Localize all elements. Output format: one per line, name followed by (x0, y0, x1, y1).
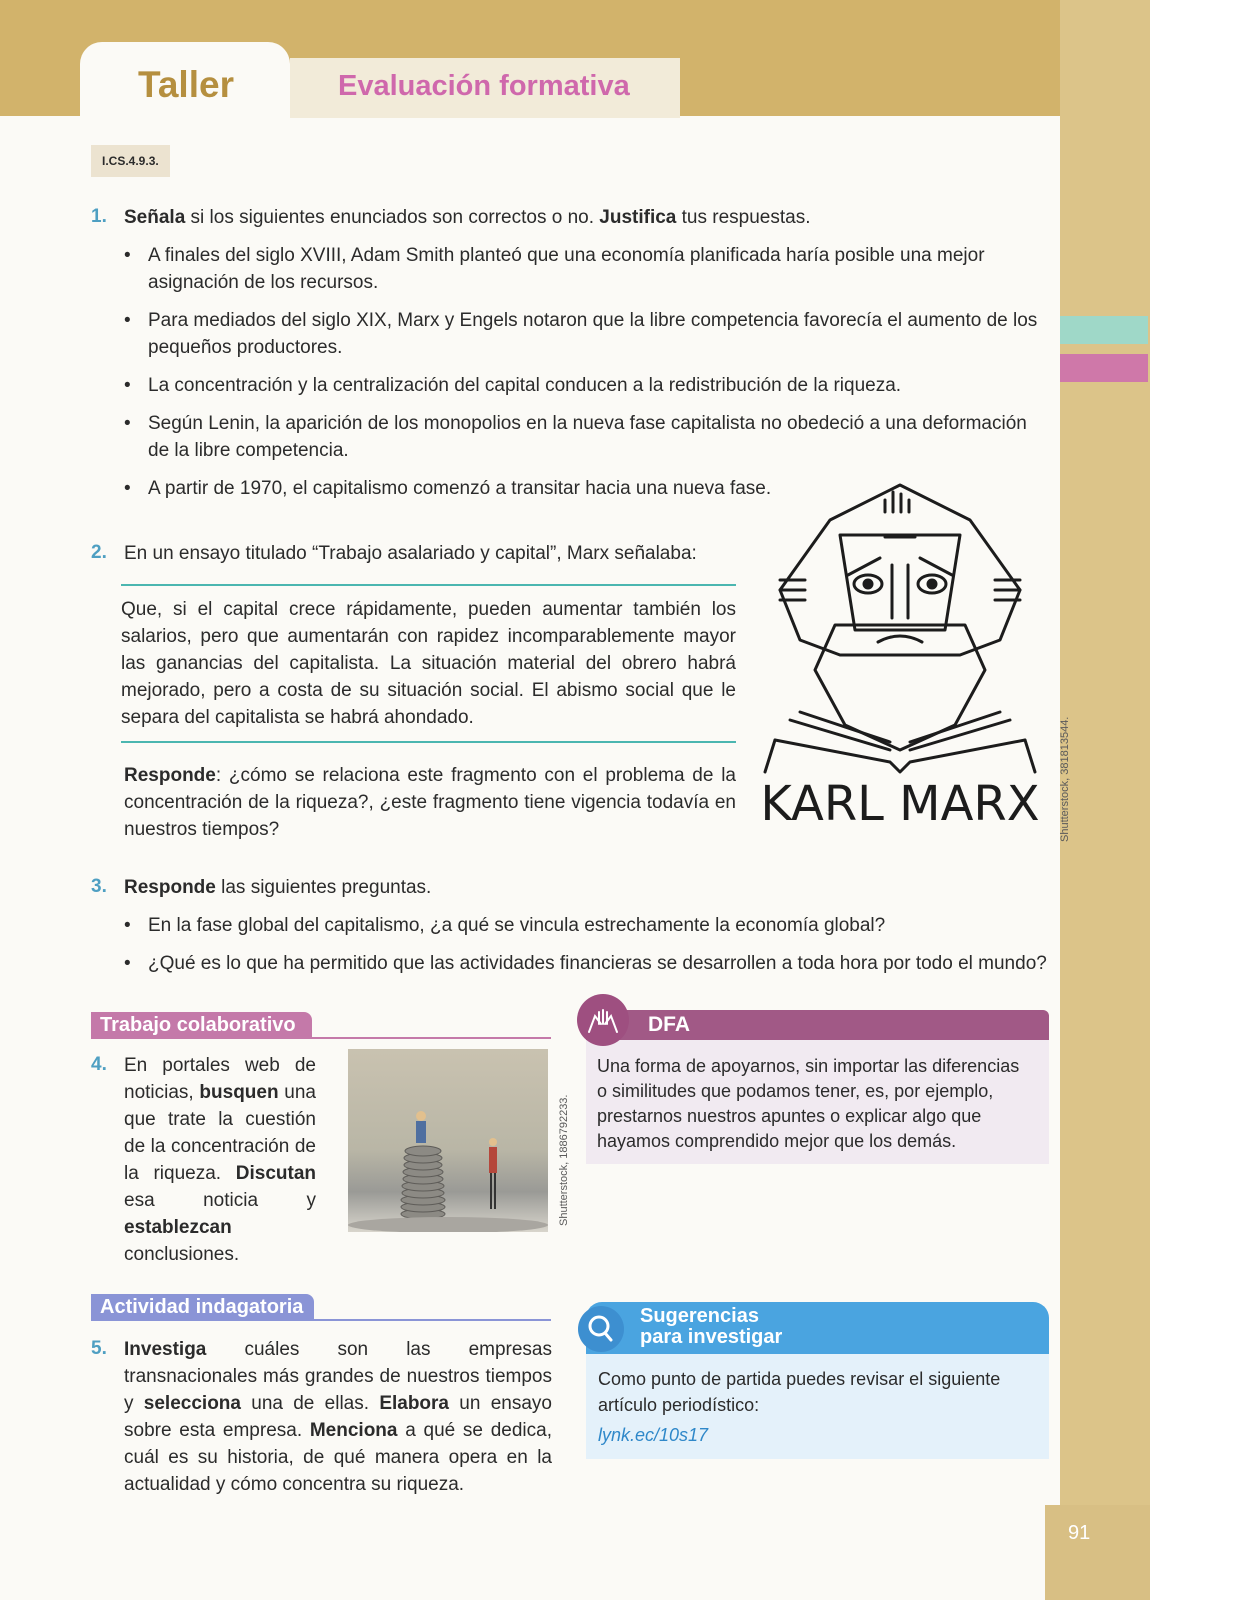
search-icon-art (578, 1306, 624, 1352)
q1-number: 1. (91, 206, 107, 227)
collab-banner: Trabajo colaborativo (91, 1012, 312, 1038)
suggestions-title-line1: Sugerencias (640, 1305, 759, 1327)
q2-respond (124, 762, 736, 843)
page-number-box (1045, 1505, 1150, 1600)
q5-verb: selecciona (143, 1393, 241, 1414)
q1-bullet-text: A finales del siglo XVIII, Adam Smith planteó que una economía planificada haría posible una mejor asignación de los recursos. (148, 245, 985, 293)
q4-text (124, 1052, 316, 1268)
q2-number: 2. (91, 542, 107, 563)
q1-verb2: Justifica (599, 207, 677, 228)
indicator-code: I.CS.4.9.3. (91, 145, 170, 177)
q5-number: 5. (91, 1338, 107, 1359)
illustration-caption: KARL MARX (760, 776, 1040, 832)
q1-bullet: • Según Lenin, la aparición de los monopolios en la nueva fase capitalista no obedeció a una deformación de la libre competencia. (124, 413, 1027, 461)
q1-verb: Señala (124, 207, 186, 228)
inquiry-divider (91, 1319, 551, 1321)
q2-intro: En un ensayo titulado “Trabajo asalariado y capital”, Marx señalaba: (124, 543, 697, 564)
q1-intro (124, 204, 1044, 231)
marx-quote: Que, si el capital crece rápidamente, pueden aumentar también los salarios, pero que aumentarán con rapidez incomparablemente mayor las ganancias del capitalista. La situación material del obrero habrá mejorado, pero a costa de su situación social. El abismo social que le separa del capitalista se habrá ahondado. (121, 584, 736, 743)
suggestions-text: Como punto de partida puedes revisar el siguiente artículo periodístico: (598, 1369, 1001, 1415)
q1-bullet-text: A partir de 1970, el capitalismo comenzó a transitar hacia una nueva fase. (148, 478, 772, 499)
q1-bullet: • A partir de 1970, el capitalismo comenzó a transitar hacia una nueva fase. (124, 478, 772, 499)
q4-text-part: una que trate la cuestión de la concentración de la riqueza. (124, 1082, 317, 1184)
coins-photo (348, 1049, 548, 1232)
q2-respond-label: Responde (124, 765, 216, 786)
dfa-text: Una forma de apoyarnos, sin importar las diferencias o similitudes que podamos tener, es, por ejemplo, prestarnos nuestros apuntes o explicar algo que hayamos comprendido mejor que los demás. (597, 1056, 1020, 1151)
section-tab-pink (1058, 354, 1148, 382)
q3-number: 3. (91, 876, 107, 897)
q5-text-part: a qué se dedica, cuál es su historia, de qué manera opera en la actualidad y cómo concentra su riqueza. (124, 1420, 552, 1495)
suggestions-link[interactable]: lynk.ec/10s17 (598, 1425, 709, 1445)
section-tab-mint (1058, 316, 1148, 344)
q1-bullet: • A finales del siglo XVIII, Adam Smith planteó que una economía planificada haría posible una mejor asignación de los recursos. (124, 245, 985, 293)
photo-credit: Shutterstock, 1886792233. (558, 1094, 570, 1226)
q3-verb: Responde (124, 877, 216, 898)
search-icon (578, 1306, 624, 1352)
q5-verb: Menciona (309, 1420, 398, 1441)
hands-icon (577, 994, 629, 1046)
q1-intro-end: tus respuestas. (676, 207, 811, 228)
q1-bullet-text: Para mediados del siglo XIX, Marx y Engels notaron que la libre competencia favorecía el aumento de los pequeños productores. (148, 310, 1038, 358)
q5-verb: Investiga (124, 1339, 207, 1360)
dfa-title: DFA (648, 1013, 690, 1036)
q3-intro (124, 874, 1024, 901)
q3-bullet-text: En la fase global del capitalismo, ¿a qué se vincula estrechamente la economía global? (148, 915, 886, 936)
q5-verb: Elabora (379, 1393, 450, 1414)
q5-text-part: un ensayo sobre esta empresa. (124, 1393, 552, 1441)
q4-verb: Discutan (235, 1163, 316, 1184)
inquiry-banner: Actividad indagatoria (91, 1294, 314, 1320)
tab-taller (80, 42, 290, 124)
q5-text-part: cuáles son las empresas transnacionales más grandes de nuestros tiempos y (124, 1339, 552, 1414)
suggestions-title-line2: para investigar (640, 1326, 783, 1348)
q4-text-part: conclusiones. (124, 1244, 240, 1265)
q1-bullet: • Para mediados del siglo XIX, Marx y Engels notaron que la libre competencia favorecía el aumento de los pequeños productores. (124, 310, 1038, 358)
q4-verb: busquen (199, 1082, 279, 1103)
collab-divider (91, 1037, 551, 1039)
suggestions-title (640, 1306, 782, 1348)
q5-text-part: una de ellas. (240, 1393, 380, 1414)
q4-verb: establezcan (124, 1217, 232, 1238)
tab-evaluacion-label: Evaluación formativa (338, 70, 630, 102)
tab-taller-label: Taller (138, 64, 234, 105)
q1-intro-mid: si los siguientes enunciados son correctos o no. (185, 207, 600, 228)
page-number: 91 (1068, 1522, 1091, 1544)
q4-number: 4. (91, 1054, 107, 1075)
q2-respond-text: : ¿cómo se relaciona este fragmento con el problema de la concentración de la riqueza?, ¿este fragmento tiene vigencia todavía en nuestros tiempos? (124, 765, 736, 840)
q4-text-part: En portales web de noticias, (124, 1055, 316, 1103)
tab-evaluacion (290, 58, 680, 118)
coins-photo-art (348, 1049, 548, 1232)
q4-text-part: esa noticia y (124, 1190, 316, 1211)
q1-bullet-text: La concentración y la centralización del capital conducen a la redistribución de la riqueza. (148, 375, 902, 396)
q1-bullet-text: Según Lenin, la aparición de los monopolios en la nueva fase capitalista no obedeció a una deformación de la libre competencia. (148, 413, 1027, 461)
karl-marx-illustration (760, 480, 1060, 850)
q3-bullet-text: ¿Qué es lo que ha permitido que las actividades financieras se desarrollen a toda hora por todo el mundo? (148, 953, 1047, 974)
q5-text (124, 1336, 552, 1498)
q3-bullet: • En la fase global del capitalismo, ¿a qué se vincula estrechamente la economía global? (124, 915, 886, 936)
right-margin-band (1060, 0, 1150, 1600)
page-edge (1150, 0, 1236, 1600)
illustration-credit: Shutterstock, 381813544. (1059, 716, 1071, 842)
q3-intro-end: las siguientes preguntas. (215, 877, 432, 898)
q1-bullet: • La concentración y la centralización del capital conducen a la redistribución de la riqueza. (124, 375, 902, 396)
hands-icon-art (577, 994, 629, 1046)
q3-bullet: • ¿Qué es lo que ha permitido que las actividades financieras se desarrollen a toda hora por todo el mundo? (124, 953, 1047, 974)
